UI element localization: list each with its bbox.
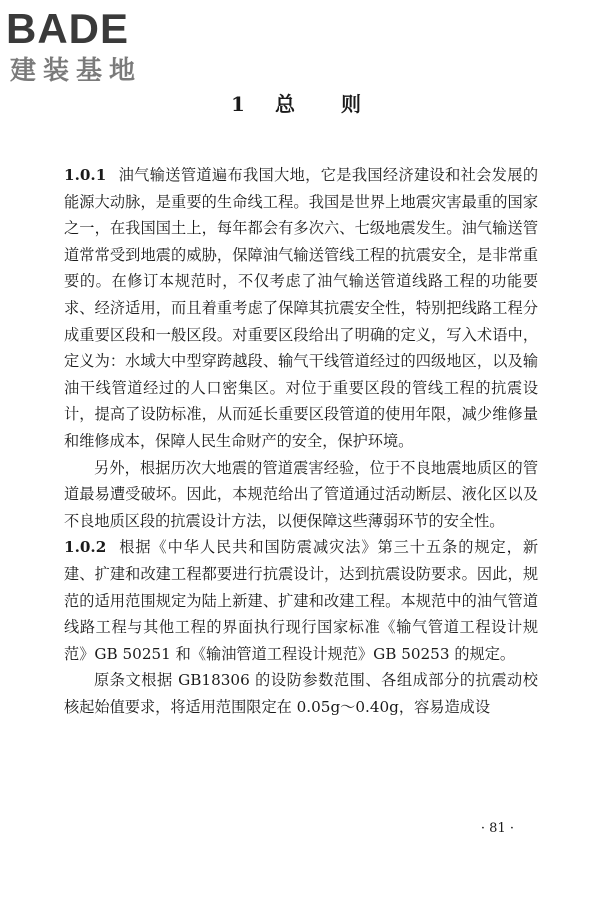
document-body — [64, 162, 538, 720]
chapter-title — [0, 88, 600, 117]
paragraph-text: 根据《中华人民共和国防震减灾法》第三十五条的规定，新建、扩建和改建工程都要进行抗震设计，达到抗震设防要求。因此，规范的适用范围规定为陆上新建、扩建和改建工程。本规范中的油气管道线路工程与其他工程的界面执行现行国家标准《输气管道工程设计规范》GB 50251 和《输油管道工程设计规范》GB 50253 的规定。 — [64, 538, 538, 663]
clause-number: 1.0.1 — [64, 166, 107, 184]
clause-number: 1.0.2 — [64, 538, 107, 557]
paragraph-continuation — [64, 455, 538, 535]
chapter-title-word-2: 则 — [340, 92, 369, 116]
logo-wordmark: BADE — [6, 5, 130, 52]
paragraph-text: 原条文根据 GB18306 的设防参数范围、各组成部分的抗震动校核起始值要求，将适用范围限定在 0.05g～0.40g，容易造成设 — [64, 671, 538, 716]
bade-logo — [6, 6, 176, 88]
logo-subtitle: 建装基地 — [10, 56, 143, 86]
chapter-title-word-1: 总 — [274, 92, 303, 116]
page-number: · 81 · — [480, 821, 514, 836]
paragraph-text: 油气输送管道遍布我国大地，它是我国经济建设和社会发展的能源大动脉，是重要的生命线工程。我国是世界上地震灾害最重的国家之一，在我国国土上，每年都会有多次六、七级地震发生。油气输送管道常常受到地震的威胁，保障油气输送管线工程的抗震安全，是非常重要的。在修订本规范时，不仅考虑了油气输送管道线路工程的功能要求、经济适用，而且着重考虑了保障其抗震安全性，特别把线路工程分成重要区段和一般区段。对重要区段给出了明确的定义，写入术语中，定义为：水域大中型穿跨越段、输气干线管道经过的四级地区，以及输油干线管道经过的人口密集区。对位于重要区段的管线工程的抗震设计，提高了设防标准，从而延长重要区段管道的使用年限，减少维修量和维修成本，保障人民生命财产的安全，保护环境。 — [64, 166, 538, 450]
chapter-number: 1 — [231, 92, 253, 116]
paragraph-1-0-2 — [64, 534, 538, 667]
paragraph-continuation — [64, 667, 538, 720]
paragraph-1-0-1 — [64, 162, 538, 455]
paragraph-text: 另外，根据历次大地震的管道震害经验，位于不良地震地质区的管道最易遭受破坏。因此，本规范给出了管道通过活动断层、液化区以及不良地质区段的抗震设计方法，以便保障这些薄弱环节的安全性。 — [64, 458, 538, 530]
